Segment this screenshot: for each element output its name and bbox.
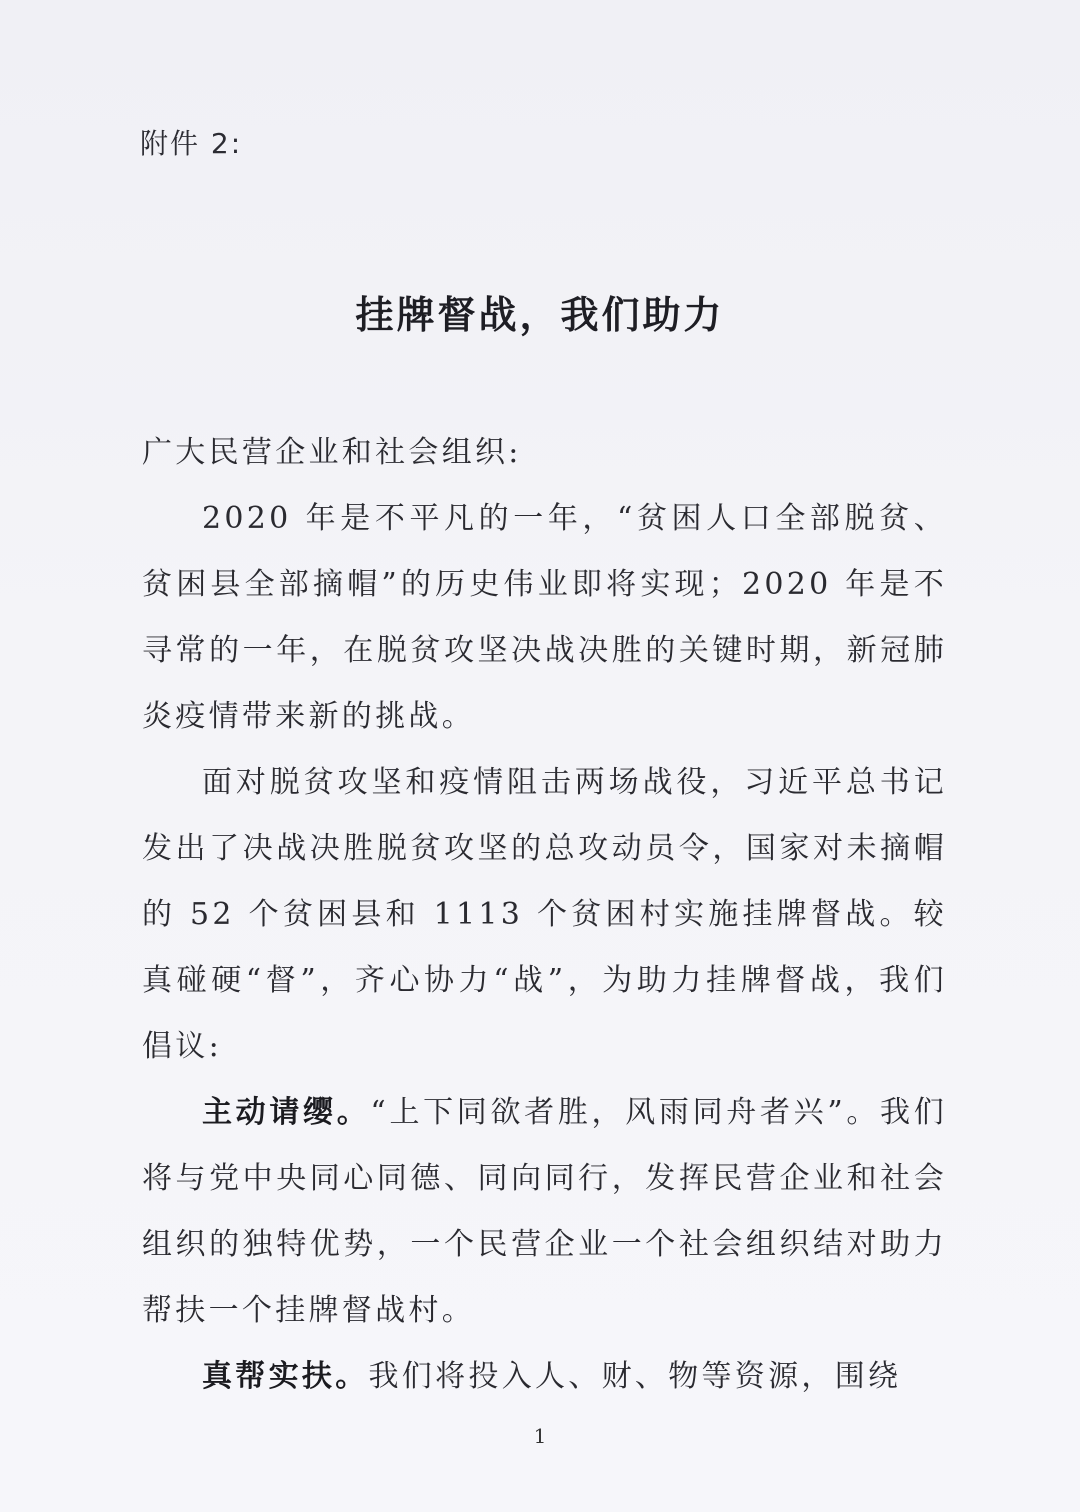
salutation: 广大民营企业和社会组织: [142,435,522,470]
initiative-heading: 真帮实扶。 [202,1359,369,1394]
initiative-heading: 主动请缨。 [202,1095,371,1130]
document-body [142,420,947,1410]
initiative-paragraph [142,1344,947,1410]
paragraph: 面对脱贫攻坚和疫情阻击两场战役，习近平总书记发出了决战决胜脱贫攻坚的总攻动员令，国家对未摘帽的 52 个贫困县和 1113 个贫困村实施挂牌督战。较真碰硬“督”，齐心协力“战”，为助力挂牌督战，我们倡议: [142,765,947,1064]
initiative-text: 我们将投入人、财、物等资源，围绕 [368,1359,902,1394]
initiative-paragraph [142,1080,947,1344]
attachment-label: 附件 2: [140,127,243,160]
paragraph: 2020 年是不平凡的一年，“贫困人口全部脱贫、贫困县全部摘帽”的历史伟业即将实现；2020 年是不寻常的一年，在脱贫攻坚决战决胜的关键时期，新冠肺炎疫情带来新的挑战。 [142,501,947,734]
initiative-text: “上下同欲者胜，风雨同舟者兴”。我们将与党中央同心同德、同向同行，发挥民营企业和社会组织的独特优势，一个民营企业一个社会组织结对助力帮扶一个挂牌督战村。 [142,1095,948,1328]
page-number: 1 [533,1424,547,1448]
document-title: 挂牌督战，我们助力 [355,293,725,337]
